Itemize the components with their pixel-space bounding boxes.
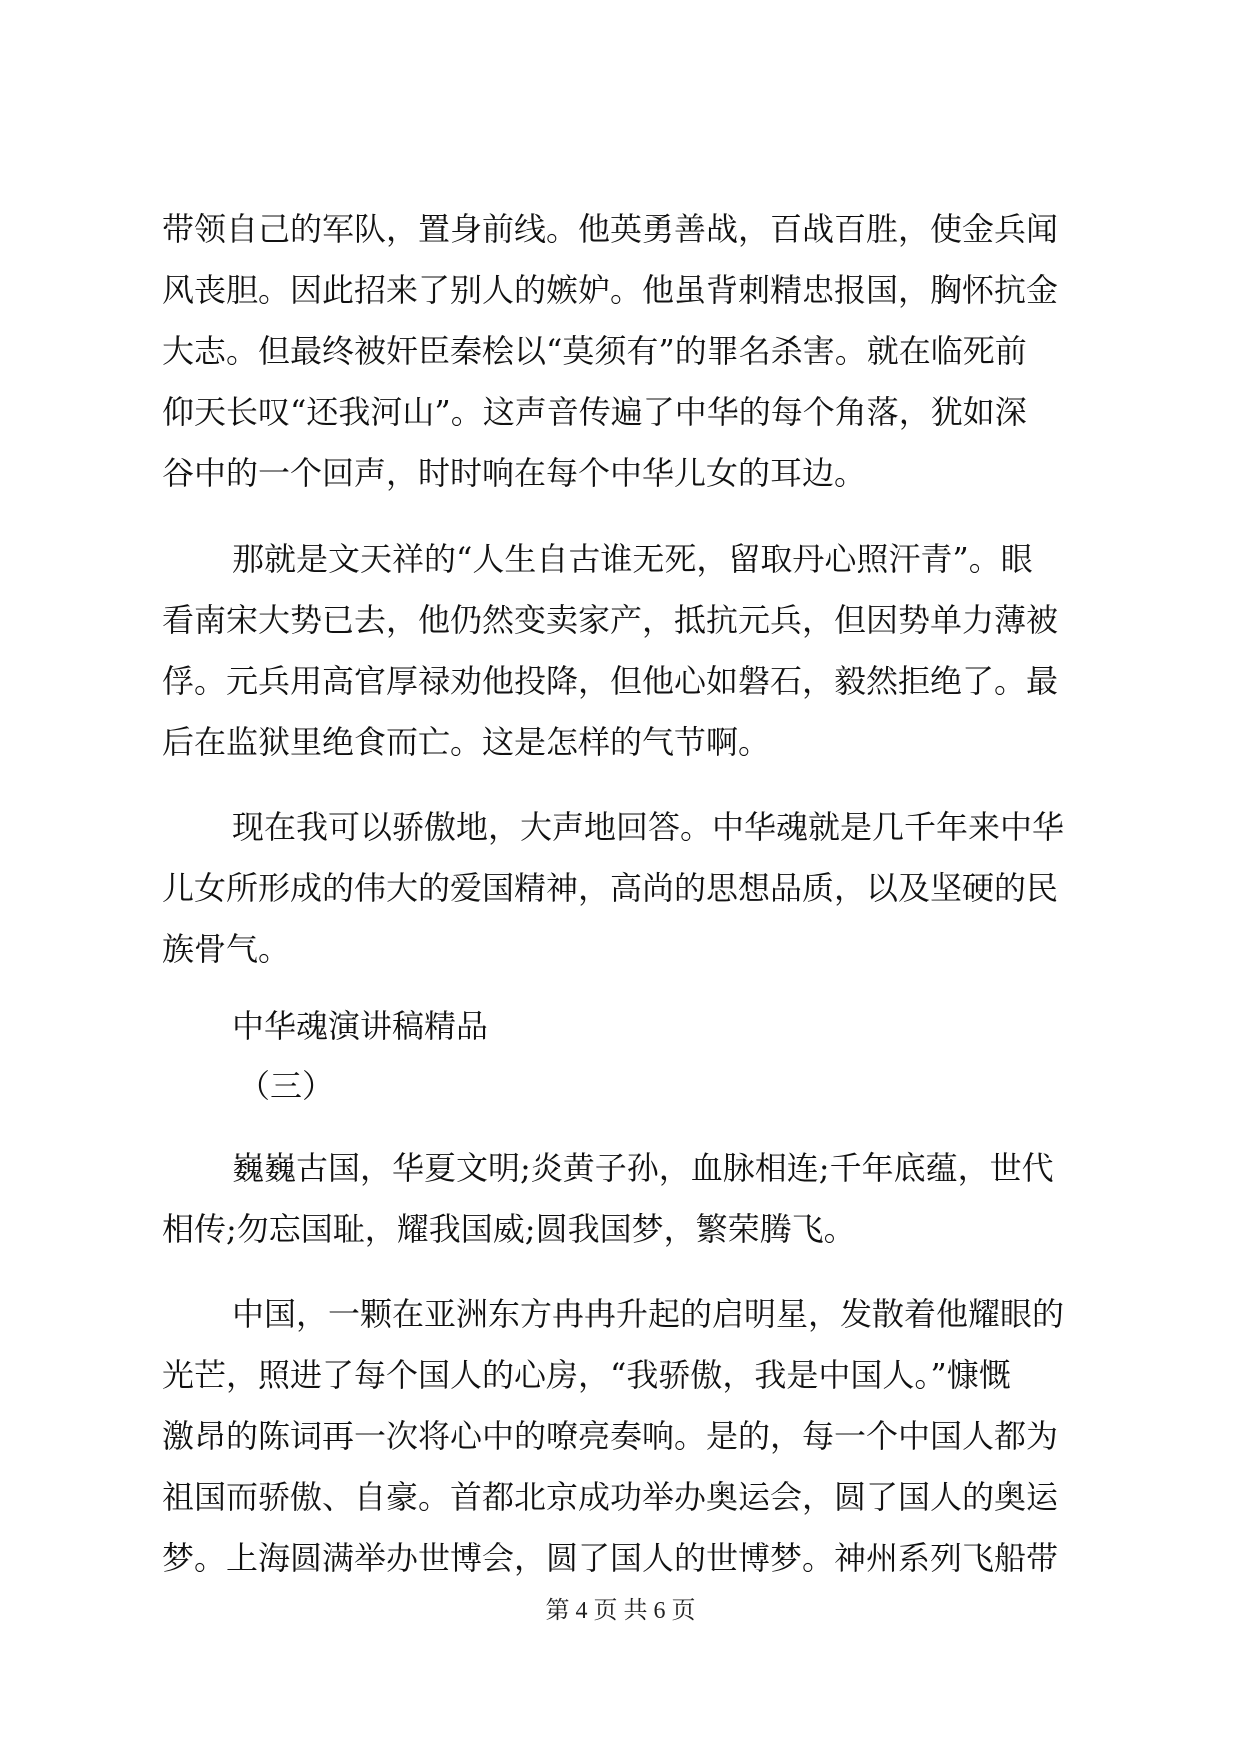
text-line: 中国，一颗在亚洲东方冉冉升起的启明星，发散着他耀眼的 (232, 1295, 1065, 1333)
text-line: 儿女所形成的伟大的爱国精神，高尚的思想品质，以及坚硬的民 (162, 869, 1059, 907)
text-line: 看南宋大势已去，他仍然变卖家产，抵抗元兵，但因势单力薄被 (162, 601, 1059, 639)
text-line: 祖国而骄傲、自豪。首都北京成功举办奥运会，圆了国人的奥运 (162, 1478, 1059, 1516)
text-line: 谷中的一个回声，时时响在每个中华儿女的耳边。 (162, 454, 867, 492)
text-line: 后在监狱里绝食而亡。这是怎样的气节啊。 (162, 723, 771, 761)
page-number-footer: 第 4 页 共 6 页 (545, 1598, 696, 1624)
text-line: 梦。上海圆满举办世博会，圆了国人的世博梦。神州系列飞船带 (162, 1539, 1059, 1577)
text-line: 那就是文天祥的“人生自古谁无死，留取丹心照汗青”。眼 (232, 540, 1033, 578)
text-line: 激昂的陈词再一次将心中的嘹亮奏响。是的，每一个中国人都为 (162, 1417, 1059, 1455)
section-heading: 中华魂演讲稿精品 (232, 1007, 489, 1045)
text-line: 大志。但最终被奸臣秦桧以“莫须有”的罪名杀害。就在临死前 (162, 332, 1027, 370)
text-line: 仰天长叹“还我河山”。这声音传遍了中华的每个角落，犹如深 (162, 393, 1027, 431)
text-line: 带领自己的军队，置身前线。他英勇善战，百战百胜，使金兵闻 (162, 210, 1059, 248)
section-number: （三） (238, 1067, 335, 1105)
text-line: 俘。元兵用高官厚禄劝他投降，但他心如磐石，毅然拒绝了。最 (162, 662, 1059, 700)
text-line: 光芒，照进了每个国人的心房，“我骄傲，我是中国人。”慷慨 (162, 1356, 1011, 1394)
text-line: 巍巍古国，华夏文明;炎黄子孙，血脉相连;千年底蕴，世代 (232, 1149, 1054, 1187)
text-line: 现在我可以骄傲地，大声地回答。中华魂就是几千年来中华 (232, 808, 1065, 846)
text-line: 风丧胆。因此招来了别人的嫉妒。他虽背刺精忠报国，胸怀抗金 (162, 271, 1059, 309)
text-line: 相传;勿忘国耻，耀我国威;圆我国梦，繁荣腾飞。 (162, 1210, 856, 1248)
text-line: 族骨气。 (162, 930, 291, 968)
